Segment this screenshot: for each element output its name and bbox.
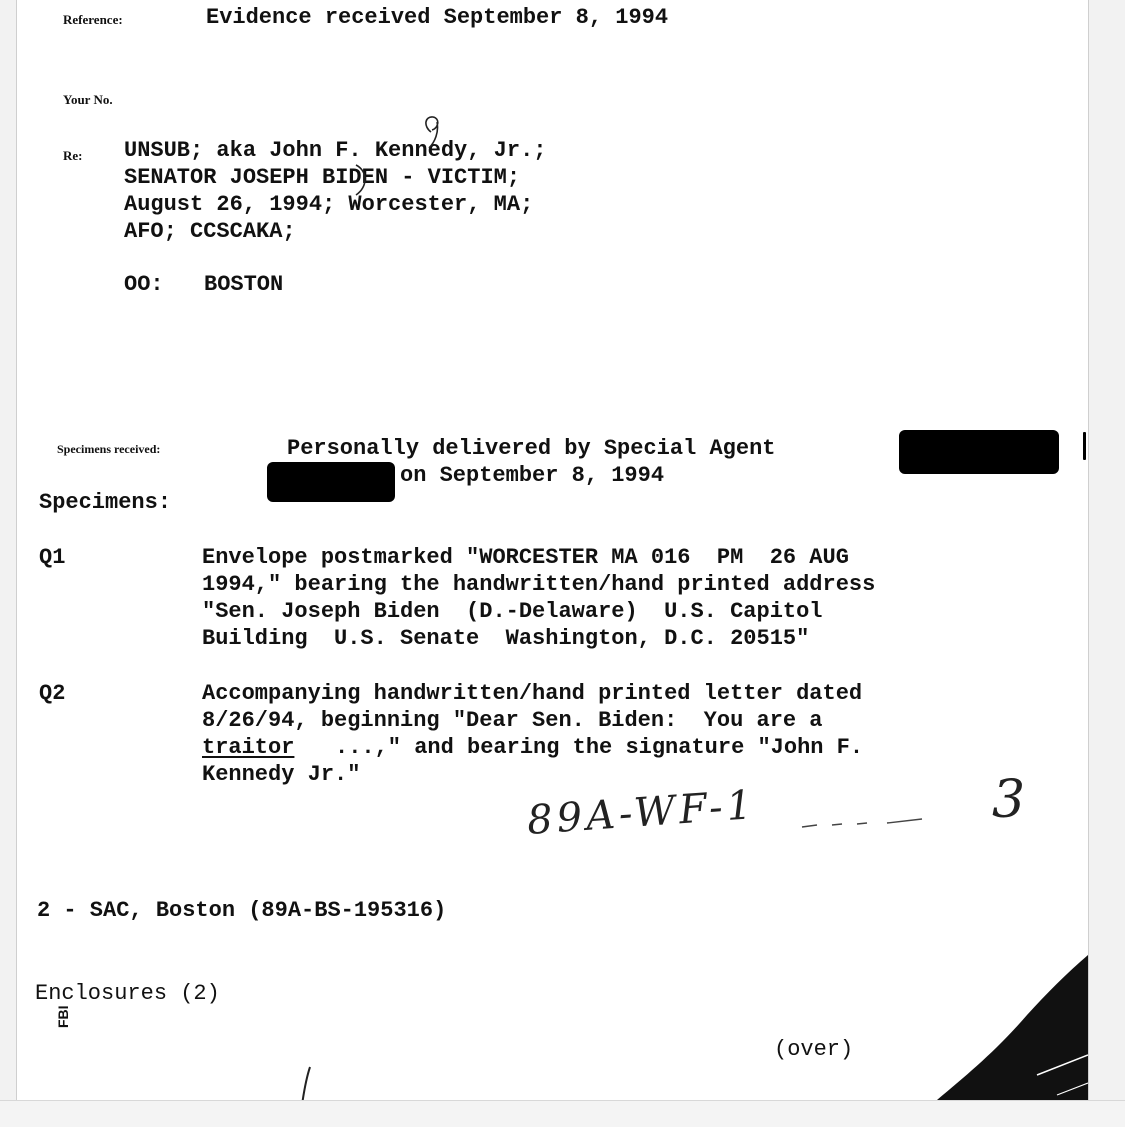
handwritten-dashes-icon xyxy=(797,805,937,835)
specimens-received-line-1: Personally delivered by Special Agent xyxy=(287,436,776,461)
viewer-bottom-bar xyxy=(0,1100,1125,1127)
your-no-label: Your No. xyxy=(63,92,113,107)
handwritten-file-number: 89A-WF-1 xyxy=(525,782,758,844)
copy-line: 2 - SAC, Boston (89A-BS-195316) xyxy=(37,898,447,923)
re-line-3: August 26, 1994; Worcester, MA; xyxy=(124,192,534,217)
document-page xyxy=(16,0,1089,1100)
re-line-2: SENATOR JOSEPH BIDEN - VICTIM; xyxy=(124,165,521,190)
ink-stain-icon xyxy=(937,955,1088,1100)
fbi-mark: FBI xyxy=(55,1005,71,1028)
re-line-4: AFO; CCSCAKA; xyxy=(124,219,296,244)
q1-line-2: 1994," bearing the handwritten/hand printed address xyxy=(202,572,876,597)
re-label: Re: xyxy=(63,148,83,163)
q1-line-3: "Sen. Joseph Biden (D.-Delaware) U.S. Capitol xyxy=(202,599,823,624)
reference-label: Reference: xyxy=(63,12,123,27)
handwritten-bracket-icon xyxy=(352,163,374,197)
oo-value: BOSTON xyxy=(204,272,284,297)
q1-line-1: Envelope postmarked "WORCESTER MA 016 PM 26 AUG xyxy=(202,545,849,570)
handwritten-serial: 3 xyxy=(992,770,1026,830)
specimens-received-label: Specimens received: xyxy=(57,442,161,456)
redaction-mark xyxy=(1083,432,1086,460)
q2-id: Q2 xyxy=(39,681,66,706)
q1-id: Q1 xyxy=(39,545,66,570)
q1-line-4: Building U.S. Senate Washington, D.C. 20515" xyxy=(202,626,810,651)
specimens-heading: Specimens: xyxy=(39,490,172,515)
q2-line-4: Kennedy Jr." xyxy=(202,762,361,787)
pen-stroke-icon xyxy=(292,1065,322,1100)
redaction-block-1 xyxy=(899,430,1059,474)
q2-line-1: Accompanying handwritten/hand printed letter dated xyxy=(202,681,863,706)
q2-underlined-word: traitor xyxy=(202,735,295,760)
q2-line-2: 8/26/94, beginning "Dear Sen. Biden: You are a xyxy=(202,708,823,733)
q2-line-3: ...," and bearing the signature "John F. xyxy=(335,735,864,760)
reference-value: Evidence received September 8, 1994 xyxy=(206,5,669,30)
specimens-received-line-2: on September 8, 1994 xyxy=(400,463,665,488)
re-line-1: UNSUB; aka John F. Kennedy, Jr.; xyxy=(124,138,547,163)
redaction-block-2 xyxy=(267,462,395,502)
over-note: (over) xyxy=(774,1037,854,1062)
enclosures: Enclosures (2) xyxy=(35,981,220,1006)
oo-label: OO: xyxy=(124,272,164,297)
handwritten-mark-9-icon xyxy=(415,112,455,152)
